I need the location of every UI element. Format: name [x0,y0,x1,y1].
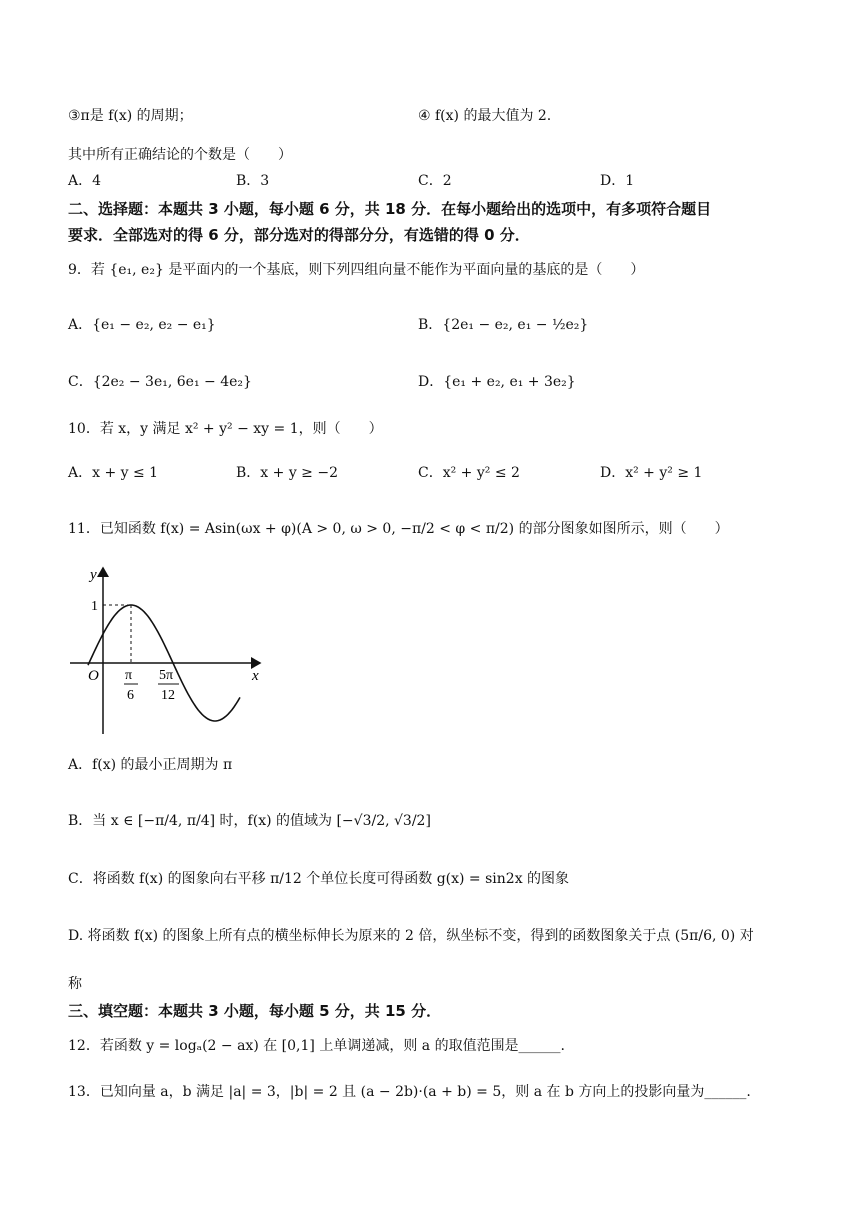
q8-option-c: C．2 [418,173,452,189]
q9-stem: 9．若 {e₁, e₂} 是平面内的一个基底，则下列四组向量不能作为平面向量的基底的是（ ） [68,262,645,278]
q10-option-b: B．x + y ≥ −2 [236,465,338,481]
q8-prompt: 其中所有正确结论的个数是（ ） [68,147,292,163]
q10-option-a: A．x + y ≤ 1 [68,465,159,481]
y-axis-label: y [90,567,97,583]
q9-option-a: A．{e₁ − e₂, e₂ − e₁} [68,317,216,333]
statement-3: ③π是 f(x) 的周期； [68,108,193,124]
max-value-label: 1 [91,599,98,614]
q11-option-d-line1: D. 将函数 f(x) 的图象上所有点的横坐标伸长为原来的 2 倍，纵坐标不变，得到的函数图象关于点 (5π/6, 0) 对 [68,928,754,944]
q9-option-d: D．{e₁ + e₂, e₁ + 3e₂} [418,374,576,390]
q11-option-b: B．当 x ∈ [−π/4, π/4] 时，f(x) 的值域为 [−√3/2, √3/2] [68,813,431,829]
section2-header-line2: 要求．全部选对的得 6 分，部分选对的得部分分，有选错的得 0 分． [68,226,530,244]
x-axis-label: x [252,668,259,684]
q12-text: 12．若函数 y = logₐ(2 − ax) 在 [0,1] 上单调递减，则 a 的取值范围是______. [68,1038,566,1054]
q11-option-a: A．f(x) 的最小正周期为 π [68,757,233,773]
origin-label: O [88,668,99,684]
q11-option-c: C．将函数 f(x) 的图象向右平移 π/12 个单位长度可得函数 g(x) = sin2x 的图象 [68,871,570,887]
q10-option-d: D．x² + y² ≥ 1 [600,465,703,481]
tick2-denominator: 12 [161,688,175,703]
section3-header: 三、填空题：本题共 3 小题，每小题 5 分，共 15 分． [68,1002,442,1020]
q9-option-b: B．{2e₁ − e₂, e₁ − ½e₂} [418,317,589,333]
statement-4: ④ f(x) 的最大值为 2. [418,108,552,124]
sine-graph [68,562,268,737]
tick1-numerator: π [125,668,133,683]
q13-text: 13．已知向量 a，b 满足 |a| = 3，|b| = 2 且 (a − 2b)·(a + b) = 5，则 a 在 b 方向上的投影向量为______. [68,1084,751,1100]
q9-option-c: C．{2e₂ − 3e₁, 6e₁ − 4e₂} [68,374,252,390]
q11-option-d-line2: 称 [68,976,82,992]
tick1-denominator: 6 [127,688,134,703]
q8-option-b: B．3 [236,173,270,189]
q10-option-c: C．x² + y² ≤ 2 [418,465,520,481]
q8-option-d: D．1 [600,173,635,189]
section2-header-line1: 二、选择题：本题共 3 小题，每小题 6 分，共 18 分．在每小题给出的选项中，有多项符合题目 [68,200,712,218]
q11-stem: 11．已知函数 f(x) = Asin(ωx + φ)(A > 0, ω > 0, −π/2 < φ < π/2) 的部分图象如图所示，则（ ） [68,521,729,537]
q10-stem: 10．若 x，y 满足 x² + y² − xy = 1，则（ ） [68,421,383,437]
tick2-numerator: 5π [159,668,174,683]
q8-option-a: A．4 [68,173,102,189]
